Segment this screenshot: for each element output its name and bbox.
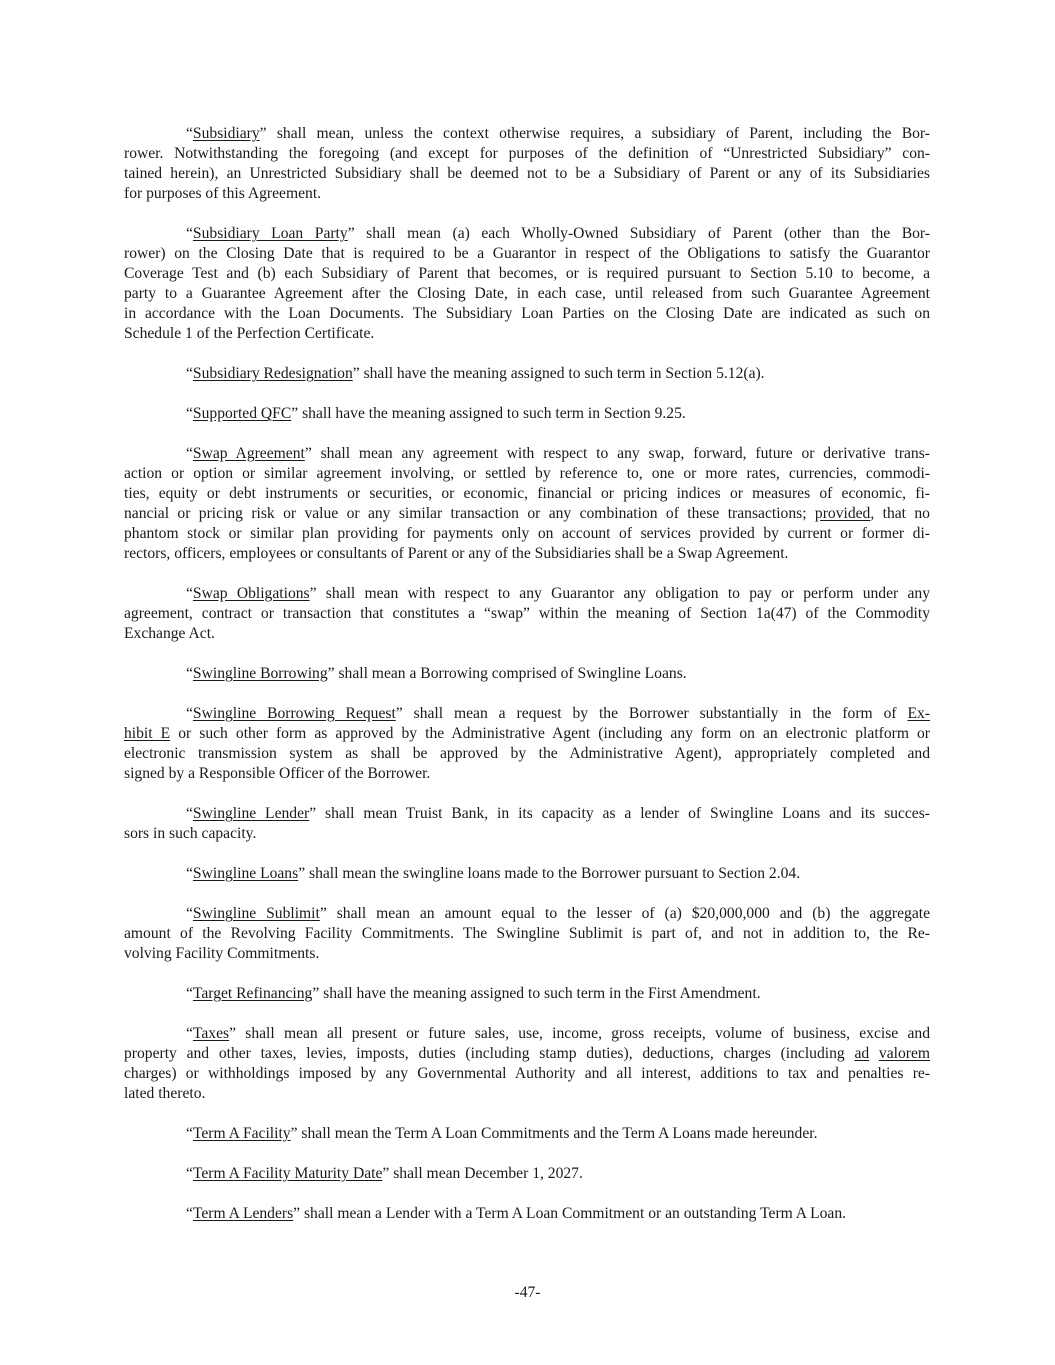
defined-term: Swap Obligations xyxy=(192,585,310,602)
definition-subsidiary-loan-party: “Subsidiary Loan Party” shall mean (a) each Wholly-Owned Subsidiary of Parent (other than the Bor- rower) on the Closing Date that is required to be a Guarantor in respect of the Obligations to satisfy the Guarantor Coverage Test and (b) each Subsidiary of Parent that becomes, or is required pursuant to Section 5.10 to become, a party to a Guarantee Agreement after the Closing Date, in each case, until released from such Guarantee Agreement in accordance with the Loan Documents. The Subsidiary Loan Parties on the Closing Date are indicated as such on Schedule 1 of the Perfection Certificate. xyxy=(124,225,931,342)
definition-swingline-borrowing: “Swingline Borrowing” shall mean a Borrowing comprised of Swingline Loans. xyxy=(186,665,687,682)
defined-term: Subsidiary Redesignation xyxy=(192,365,353,382)
defined-term: Term A Lenders xyxy=(192,1205,294,1222)
defined-term: Target Refinancing xyxy=(192,985,313,1002)
definition-swap-obligations: “Swap Obligations” shall mean with respect to any Guarantor any obligation to pay or perform under any agreement, contract or transaction that constitutes a “swap” within the meaning of Section 1a(47) of the Commodity Exchange Act. xyxy=(124,585,930,642)
definition-supported-qfc: “Supported QFC” shall have the meaning assigned to such term in Section 9.25. xyxy=(186,405,686,422)
defined-term: Term A Facility Maturity Date xyxy=(192,1165,383,1182)
definition-swingline-sublimit: “Swingline Sublimit” shall mean an amount equal to the lesser of (a) $20,000,000 and (b) the aggregate amount of the Revolving Facility Commitments. The Swingline Sublimit is part of, and not in addition to, the Re- volving Facility Commitments. xyxy=(124,905,930,962)
defined-term: Subsidiary xyxy=(192,125,260,142)
definition-term-a-facility: “Term A Facility” shall mean the Term A Loan Commitments and the Term A Loans made hereunder. xyxy=(186,1125,818,1142)
definition-target-refinancing: “Target Refinancing” shall have the meaning assigned to such term in the First Amendment. xyxy=(186,985,761,1002)
definition-swap-agreement: “Swap Agreement” shall mean any agreement with respect to any swap, forward, future or derivative trans- action or option or similar agreement involving, or settled by reference to, one or more rates, currencies, commodi- ties, equity or debt instruments or securities, or economic, financial or pricing indices or measures of economic, fi- nancial or pricing risk or value or any similar transaction or any combination of these transactions; provided, that no phantom stock or similar plan providing for payments only on account of services provided by current or former di- rectors, officers, employees or consultants of Parent or any of the Subsidiaries shall be a Swap Agreement. xyxy=(124,445,930,562)
document-body xyxy=(124,124,930,1244)
provided-proviso: provided xyxy=(814,505,871,522)
latin-phrase: valorem xyxy=(878,1045,930,1062)
defined-term: Swingline Loans xyxy=(192,865,299,882)
defined-term: Swingline Sublimit xyxy=(192,905,320,922)
defined-term: Swingline Lender xyxy=(192,805,310,822)
definition-swingline-loans: “Swingline Loans” shall mean the swingline loans made to the Borrower pursuant to Section 2.04. xyxy=(186,865,801,882)
defined-term: Term A Facility xyxy=(192,1125,291,1142)
exhibit-reference: Ex- xyxy=(907,705,930,722)
defined-term: Taxes xyxy=(192,1025,230,1042)
definition-swingline-borrowing-request: “Swingline Borrowing Request” shall mean a request by the Borrower substantially in the form of Ex- hibit E or such other form as approved by the Administrative Agent (including any form on an electronic platform or electronic transmission system as shall be approved by the Administrative Agent), appropriately completed and signed by a Responsible Officer of the Borrower. xyxy=(124,705,930,782)
definition-subsidiary-redesignation: “Subsidiary Redesignation” shall have the meaning assigned to such term in Section 5.12(a). xyxy=(186,365,765,382)
definition-swingline-lender: “Swingline Lender” shall mean Truist Bank, in its capacity as a lender of Swingline Loans and its succes- sors in such capacity. xyxy=(124,805,930,842)
defined-term: Swingline Borrowing xyxy=(192,665,328,682)
defined-term: Supported QFC xyxy=(192,405,292,422)
definition-taxes: “Taxes” shall mean all present or future sales, use, income, gross receipts, volume of business, excise and property and other taxes, levies, imposts, duties (including stamp duties), deductions, charges (including ad valorem charges) or withholdings imposed by any Governmental Authority and all interest, additions to tax and penalties re- lated thereto. xyxy=(124,1025,930,1102)
defined-term: Swap Agreement xyxy=(192,445,305,462)
page-number: -47- xyxy=(514,1284,541,1301)
latin-phrase: ad xyxy=(854,1045,870,1062)
definition-term-a-lenders: “Term A Lenders” shall mean a Lender with a Term A Loan Commitment or an outstanding Term A Loan. xyxy=(186,1205,847,1222)
defined-term: Swingline Borrowing Request xyxy=(192,705,396,722)
definition-subsidiary: “Subsidiary” shall mean, unless the context otherwise requires, a subsidiary of Parent, including the Bor- rower. Notwithstanding the foregoing (and except for purposes of the definition of “Unrestricted Subsidiary” con- tained herein), an Unrestricted Subsidiary shall be deemed not to be a Subsidiary of Parent or any of its Subsidiaries for purposes of this Agreement. xyxy=(124,125,930,202)
definition-term-a-facility-maturity-date: “Term A Facility Maturity Date” shall mean December 1, 2027. xyxy=(186,1165,583,1182)
exhibit-reference: hibit E xyxy=(124,725,171,742)
defined-term: Subsidiary Loan Party xyxy=(192,225,348,242)
